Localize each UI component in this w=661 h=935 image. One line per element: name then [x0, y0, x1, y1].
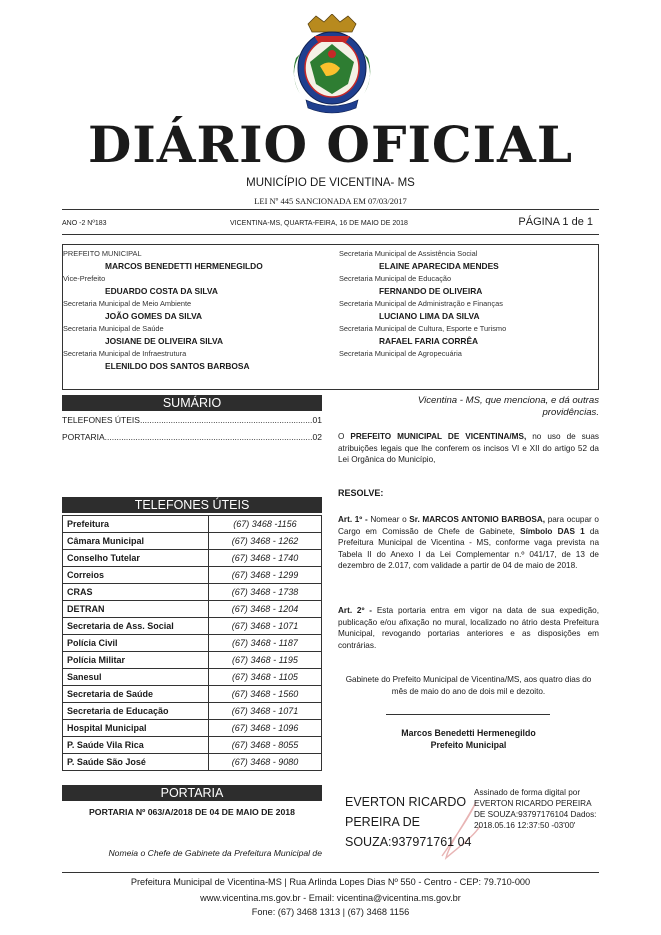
- issue-header: [62, 209, 599, 235]
- table-row: [63, 550, 322, 567]
- summary-heading: SUMÁRIO: [62, 395, 322, 411]
- officials-right-column: [339, 248, 506, 359]
- phone-entity: Secretaria de Ass. Social: [63, 618, 209, 635]
- footer-phones: Fone: (67) 3468 1313 | (67) 3468 1156: [251, 907, 410, 917]
- municipality-name: MUNICÍPIO DE VICENTINA- MS: [246, 177, 415, 189]
- official-role: Secretaria Municipal de Educação: [339, 274, 452, 283]
- phone-entity: Polícia Civil: [63, 635, 209, 652]
- official-role: Secretaria Municipal de Infraestrutura: [63, 349, 187, 358]
- issue-date: VICENTINA-MS, QUARTA-FEIRA, 16 DE MAIO DE 2018: [230, 220, 408, 227]
- table-row: [63, 686, 322, 703]
- article-text: para ocupar o Cargo em Comissão de Chefe de Gabinete,: [338, 515, 599, 536]
- official-name: ELAINE APARECIDA MENDES: [379, 261, 499, 271]
- table-row: [63, 567, 322, 584]
- official-name: LUCIANO LIMA DA SILVA: [379, 311, 480, 321]
- position-symbol: Símbolo DAS 1: [520, 526, 585, 536]
- footer-web-email[interactable]: www.vicentina.ms.gov.br - Email: vicentina@vicentina.ms.gov.br: [200, 893, 461, 903]
- phone-number: (67) 3468 - 1740: [209, 550, 322, 567]
- newspaper-title: DIÁRIO OFICIAL: [87, 115, 574, 174]
- phone-number: (67) 3468 - 1096: [209, 720, 322, 737]
- ordinance-summary-end: Vicentina - MS, que menciona, e dá outras providências.: [417, 395, 599, 418]
- preamble-text: no uso de suas atribuições legais que lhe conferem os incisos VI e XII do artigo 52 da Lei Orgânica do Município,: [338, 432, 599, 464]
- official-name: EDUARDO COSTA DA SILVA: [105, 286, 218, 296]
- phone-entity: Câmara Municipal: [63, 533, 209, 550]
- official-name: JOÃO GOMES DA SILVA: [105, 311, 203, 321]
- summary-item-label: TELEFONES ÚTEIS: [62, 415, 140, 425]
- official-name: MARCOS BENEDETTI HERMENEGILDO: [105, 261, 263, 271]
- issue-number: ANO -2 Nº183: [62, 220, 107, 227]
- official-name: FERNANDO DE OLIVEIRA: [379, 286, 483, 296]
- municipal-coat-of-arms-icon: [286, 14, 378, 120]
- summary-item[interactable]: [62, 414, 322, 426]
- signature-line: [386, 714, 550, 715]
- footer-divider: [62, 872, 599, 873]
- signer-role: Prefeito Municipal: [430, 740, 507, 750]
- phone-number: (67) 3468 - 1071: [209, 618, 322, 635]
- table-row: [63, 516, 322, 533]
- ordinance-title: PORTARIA Nº 063/A/2018 DE 04 DE MAIO DE 2018: [89, 807, 295, 817]
- official-role: PREFEITO MUNICIPAL: [63, 249, 142, 258]
- table-row: [63, 754, 322, 771]
- phone-number: (67) 3468 - 1195: [209, 652, 322, 669]
- ordinance-heading: PORTARIA: [62, 785, 322, 801]
- official-role: Vice-Prefeito: [63, 274, 106, 283]
- summary-item-page: 02: [312, 432, 322, 442]
- ordinance-summary-start: Nomeia o Chefe de Gabinete da Prefeitura Municipal de: [108, 848, 322, 858]
- phone-number: (67) 3468 - 1738: [209, 584, 322, 601]
- official-name: JOSIANE DE OLIVEIRA SILVA: [105, 336, 224, 346]
- table-row: [63, 720, 322, 737]
- digital-signature-details: Assinado de forma digital por EVERTON RICARDO PEREIRA DE SOUZA:93797176104 Dados: 2018.05.16 12:37:50 -03'00': [474, 788, 597, 830]
- phone-number: (67) 3468 - 1105: [209, 669, 322, 686]
- phone-number: (67) 3468 - 1262: [209, 533, 322, 550]
- phone-entity: Secretaria de Saúde: [63, 686, 209, 703]
- table-row: [63, 737, 322, 754]
- preamble-authority: PREFEITO MUNICIPAL DE VICENTINA/MS,: [350, 432, 527, 441]
- preamble-article: O: [338, 432, 351, 441]
- signer-block: [338, 727, 599, 751]
- phone-entity: Hospital Municipal: [63, 720, 209, 737]
- phone-number: (67) 3468 - 1204: [209, 601, 322, 618]
- article-text: Nomear o: [370, 515, 410, 524]
- table-row: [63, 652, 322, 669]
- summary-item-label: PORTARIA: [62, 432, 105, 442]
- phone-entity: Polícia Militar: [63, 652, 209, 669]
- article-label: Art. 2º -: [338, 606, 377, 615]
- official-role: Secretaria Municipal de Saúde: [63, 324, 164, 333]
- table-row: [63, 669, 322, 686]
- table-row: [63, 533, 322, 550]
- phone-number: (67) 3468 - 9080: [209, 754, 322, 771]
- page-indicator: PÁGINA 1 de 1: [518, 216, 593, 228]
- officials-left-column: [63, 248, 263, 373]
- article-text: da Prefeitura Municipal de Vicentina - MS, conforme vaga prevista na Tabela II do Anexo I da Lei Complementar n.º 041/17, de 13 de dezembro de 2.017, com validade a partir de 04 de maio de 2018.: [338, 526, 599, 570]
- official-role: Secretaria Municipal de Cultura, Esporte e Turismo: [339, 324, 507, 333]
- ordinance-preamble: [338, 431, 599, 466]
- phone-entity: CRAS: [63, 584, 209, 601]
- appointee-name: Sr. MARCOS ANTONIO BARBOSA,: [409, 515, 546, 524]
- law-reference: LEI Nº 445 SANCIONADA EM 07/03/2017: [254, 196, 407, 206]
- article-label: Art. 1º -: [338, 515, 371, 524]
- officials-box: [62, 244, 599, 390]
- table-row: [63, 703, 322, 720]
- phone-number: (67) 3468 - 1071: [209, 703, 322, 720]
- phone-entity: Secretaria de Educação: [63, 703, 209, 720]
- footer-address: Prefeitura Municipal de Vicentina-MS | Rua Arlinda Lopes Dias Nº 550 - Centro - CEP: 79.710-000: [130, 877, 531, 887]
- official-role: Secretaria Municipal de Administração e Finanças: [339, 299, 503, 308]
- phones-table: [62, 515, 322, 771]
- article-1: [338, 514, 599, 572]
- phone-number: (67) 3468 -1156: [209, 516, 322, 533]
- official-role: Secretaria Municipal de Agropecuária: [339, 349, 462, 358]
- phone-number: (67) 3468 - 1299: [209, 567, 322, 584]
- article-2: [338, 605, 599, 651]
- leader-dots: [105, 431, 313, 443]
- leader-dots: [140, 414, 313, 426]
- closing-statement: Gabinete do Prefeito Municipal de Vicentina/MS, aos quatro dias do mês de maio do ano de dois mil e dezoito.: [345, 675, 592, 696]
- summary-item-page: 01: [312, 415, 322, 425]
- phone-entity: DETRAN: [63, 601, 209, 618]
- resolve-heading: RESOLVE:: [338, 488, 384, 498]
- phone-entity: Prefeitura: [63, 516, 209, 533]
- table-row: [63, 601, 322, 618]
- phone-number: (67) 3468 - 1187: [209, 635, 322, 652]
- phone-entity: Conselho Tutelar: [63, 550, 209, 567]
- phone-entity: P. Saúde Vila Rica: [63, 737, 209, 754]
- official-name: ELENILDO DOS SANTOS BARBOSA: [105, 361, 250, 371]
- official-name: RAFAEL FARIA CORRÊA: [379, 336, 479, 346]
- phone-number: (67) 3468 - 1560: [209, 686, 322, 703]
- phones-heading: TELEFONES ÚTEIS: [62, 497, 322, 513]
- article-text: Esta portaria entra em vigor na data de sua expedição, publicação e/ou afixação no mural, localizado no átrio desta Prefeitura Municipal, revogando portarias anteriores e as disposições em contrárias.: [338, 606, 599, 650]
- phone-number: (67) 3468 - 8055: [209, 737, 322, 754]
- table-row: [63, 618, 322, 635]
- table-row: [63, 635, 322, 652]
- signer-name: Marcos Benedetti Hermenegildo: [401, 728, 536, 738]
- summary-item[interactable]: [62, 431, 322, 443]
- official-role: Secretaria Municipal de Meio Ambiente: [63, 299, 192, 308]
- table-row: [63, 584, 322, 601]
- phone-entity: Correios: [63, 567, 209, 584]
- phone-entity: P. Saúde São José: [63, 754, 209, 771]
- phone-entity: Sanesul: [63, 669, 209, 686]
- official-role: Secretaria Municipal de Assistência Social: [339, 249, 478, 258]
- digital-signer-name: EVERTON RICARDO PEREIRA DE SOUZA:937971761 04: [345, 795, 472, 849]
